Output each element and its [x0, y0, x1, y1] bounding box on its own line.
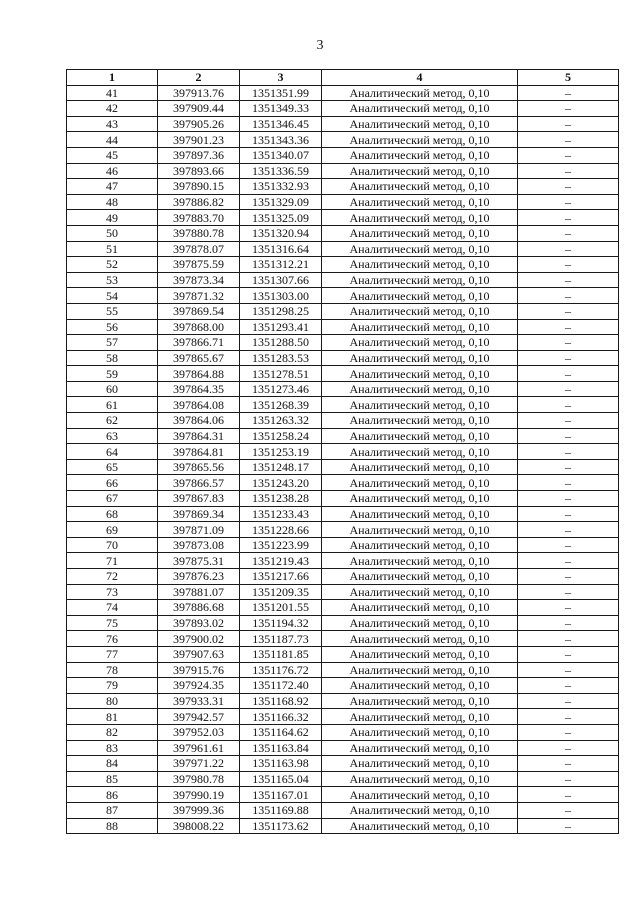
cell-point-number: 48	[67, 194, 158, 210]
table-row	[67, 132, 619, 148]
cell-x: 397933.31	[158, 693, 240, 709]
cell-y: 1351346.45	[240, 116, 322, 132]
table-row	[67, 818, 619, 834]
cell-note: –	[518, 818, 619, 834]
cell-y: 1351325.09	[240, 210, 322, 226]
cell-method: Аналитический метод, 0,10	[322, 491, 518, 507]
cell-point-number: 55	[67, 303, 158, 319]
table-row	[67, 615, 619, 631]
cell-y: 1351201.55	[240, 600, 322, 616]
cell-note: –	[518, 413, 619, 429]
cell-method: Аналитический метод, 0,10	[322, 553, 518, 569]
cell-note: –	[518, 475, 619, 491]
cell-method: Аналитический метод, 0,10	[322, 116, 518, 132]
cell-method: Аналитический метод, 0,10	[322, 584, 518, 600]
cell-note: –	[518, 522, 619, 538]
table-row	[67, 194, 619, 210]
cell-point-number: 83	[67, 740, 158, 756]
cell-x: 397897.36	[158, 147, 240, 163]
cell-point-number: 53	[67, 272, 158, 288]
cell-x: 397876.23	[158, 569, 240, 585]
table-row	[67, 553, 619, 569]
table-row	[67, 350, 619, 366]
table-row	[67, 225, 619, 241]
cell-point-number: 82	[67, 724, 158, 740]
cell-x: 397878.07	[158, 241, 240, 257]
table-row	[67, 85, 619, 101]
cell-note: –	[518, 584, 619, 600]
cell-point-number: 42	[67, 101, 158, 117]
cell-x: 397869.54	[158, 303, 240, 319]
cell-method: Аналитический метод, 0,10	[322, 740, 518, 756]
cell-y: 1351217.66	[240, 569, 322, 585]
table-row	[67, 210, 619, 226]
cell-note: –	[518, 631, 619, 647]
cell-note: –	[518, 132, 619, 148]
cell-note: –	[518, 756, 619, 772]
cell-y: 1351253.19	[240, 444, 322, 460]
cell-point-number: 44	[67, 132, 158, 148]
cell-point-number: 80	[67, 693, 158, 709]
cell-y: 1351166.32	[240, 709, 322, 725]
cell-y: 1351209.35	[240, 584, 322, 600]
cell-method: Аналитический метод, 0,10	[322, 693, 518, 709]
table-row	[67, 288, 619, 304]
cell-point-number: 51	[67, 241, 158, 257]
header-cell-x: 2	[158, 70, 240, 86]
cell-note: –	[518, 600, 619, 616]
table-row	[67, 709, 619, 725]
cell-y: 1351278.51	[240, 366, 322, 382]
cell-y: 1351163.98	[240, 756, 322, 772]
cell-point-number: 58	[67, 350, 158, 366]
header-row	[67, 70, 619, 86]
table-row	[67, 319, 619, 335]
cell-point-number: 74	[67, 600, 158, 616]
cell-x: 397886.82	[158, 194, 240, 210]
cell-method: Аналитический метод, 0,10	[322, 194, 518, 210]
cell-point-number: 71	[67, 553, 158, 569]
table-row	[67, 428, 619, 444]
cell-point-number: 76	[67, 631, 158, 647]
cell-y: 1351340.07	[240, 147, 322, 163]
cell-point-number: 87	[67, 802, 158, 818]
cell-method: Аналитический метод, 0,10	[322, 459, 518, 475]
cell-method: Аналитический метод, 0,10	[322, 522, 518, 538]
table-row	[67, 646, 619, 662]
cell-method: Аналитический метод, 0,10	[322, 802, 518, 818]
cell-note: –	[518, 194, 619, 210]
cell-y: 1351312.21	[240, 257, 322, 273]
cell-note: –	[518, 693, 619, 709]
table-row	[67, 724, 619, 740]
cell-method: Аналитический метод, 0,10	[322, 225, 518, 241]
table-row	[67, 397, 619, 413]
table-row	[67, 179, 619, 195]
cell-note: –	[518, 662, 619, 678]
cell-x: 397980.78	[158, 771, 240, 787]
header-cell-method: 4	[322, 70, 518, 86]
cell-note: –	[518, 397, 619, 413]
cell-x: 397871.09	[158, 522, 240, 538]
cell-y: 1351172.40	[240, 678, 322, 694]
cell-note: –	[518, 459, 619, 475]
cell-point-number: 67	[67, 491, 158, 507]
cell-method: Аналитический метод, 0,10	[322, 319, 518, 335]
table-row	[67, 569, 619, 585]
header-cell-point-number: 1	[67, 70, 158, 86]
cell-x: 397864.08	[158, 397, 240, 413]
cell-y: 1351293.41	[240, 319, 322, 335]
cell-point-number: 65	[67, 459, 158, 475]
cell-x: 397875.31	[158, 553, 240, 569]
cell-point-number: 59	[67, 366, 158, 382]
cell-x: 397869.34	[158, 506, 240, 522]
cell-method: Аналитический метод, 0,10	[322, 709, 518, 725]
cell-point-number: 56	[67, 319, 158, 335]
cell-y: 1351233.43	[240, 506, 322, 522]
cell-note: –	[518, 257, 619, 273]
cell-method: Аналитический метод, 0,10	[322, 163, 518, 179]
table-row	[67, 662, 619, 678]
table-row	[67, 459, 619, 475]
cell-method: Аналитический метод, 0,10	[322, 288, 518, 304]
cell-y: 1351248.17	[240, 459, 322, 475]
cell-y: 1351343.36	[240, 132, 322, 148]
cell-y: 1351163.84	[240, 740, 322, 756]
cell-point-number: 50	[67, 225, 158, 241]
cell-y: 1351258.24	[240, 428, 322, 444]
cell-y: 1351268.39	[240, 397, 322, 413]
cell-point-number: 77	[67, 646, 158, 662]
cell-y: 1351303.00	[240, 288, 322, 304]
cell-point-number: 86	[67, 787, 158, 803]
table-row	[67, 756, 619, 772]
cell-note: –	[518, 210, 619, 226]
cell-x: 397913.76	[158, 85, 240, 101]
page-number: 3	[316, 38, 324, 53]
header-cell-note: 5	[518, 70, 619, 86]
cell-point-number: 46	[67, 163, 158, 179]
cell-method: Аналитический метод, 0,10	[322, 756, 518, 772]
cell-method: Аналитический метод, 0,10	[322, 787, 518, 803]
cell-method: Аналитический метод, 0,10	[322, 210, 518, 226]
cell-method: Аналитический метод, 0,10	[322, 678, 518, 694]
cell-point-number: 68	[67, 506, 158, 522]
cell-note: –	[518, 272, 619, 288]
cell-x: 397893.66	[158, 163, 240, 179]
cell-y: 1351176.72	[240, 662, 322, 678]
cell-x: 397924.35	[158, 678, 240, 694]
cell-method: Аналитический метод, 0,10	[322, 818, 518, 834]
table-row	[67, 491, 619, 507]
cell-note: –	[518, 787, 619, 803]
cell-y: 1351307.66	[240, 272, 322, 288]
cell-note: –	[518, 303, 619, 319]
table-row	[67, 335, 619, 351]
cell-note: –	[518, 335, 619, 351]
cell-point-number: 45	[67, 147, 158, 163]
cell-x: 397873.34	[158, 272, 240, 288]
cell-point-number: 41	[67, 85, 158, 101]
cell-x: 397942.57	[158, 709, 240, 725]
cell-x: 397883.70	[158, 210, 240, 226]
cell-note: –	[518, 225, 619, 241]
coordinates-table	[66, 69, 619, 834]
cell-method: Аналитический метод, 0,10	[322, 631, 518, 647]
cell-y: 1351165.04	[240, 771, 322, 787]
table-row	[67, 802, 619, 818]
cell-x: 397864.88	[158, 366, 240, 382]
cell-y: 1351169.88	[240, 802, 322, 818]
cell-note: –	[518, 615, 619, 631]
cell-point-number: 81	[67, 709, 158, 725]
table-row	[67, 147, 619, 163]
cell-method: Аналитический метод, 0,10	[322, 241, 518, 257]
cell-x: 397871.32	[158, 288, 240, 304]
cell-y: 1351351.99	[240, 85, 322, 101]
cell-x: 397868.00	[158, 319, 240, 335]
table-row	[67, 101, 619, 117]
cell-x: 397865.67	[158, 350, 240, 366]
table-row	[67, 241, 619, 257]
cell-method: Аналитический метод, 0,10	[322, 615, 518, 631]
cell-y: 1351273.46	[240, 381, 322, 397]
cell-point-number: 57	[67, 335, 158, 351]
cell-note: –	[518, 319, 619, 335]
cell-note: –	[518, 366, 619, 382]
cell-y: 1351168.92	[240, 693, 322, 709]
table-row	[67, 475, 619, 491]
cell-note: –	[518, 506, 619, 522]
cell-point-number: 64	[67, 444, 158, 460]
cell-x: 397990.19	[158, 787, 240, 803]
cell-y: 1351243.20	[240, 475, 322, 491]
cell-x: 397905.26	[158, 116, 240, 132]
table-row	[67, 631, 619, 647]
table-row	[67, 584, 619, 600]
cell-note: –	[518, 116, 619, 132]
cell-note: –	[518, 101, 619, 117]
cell-note: –	[518, 163, 619, 179]
cell-x: 397890.15	[158, 179, 240, 195]
cell-y: 1351173.62	[240, 818, 322, 834]
table-row	[67, 381, 619, 397]
cell-x: 397901.23	[158, 132, 240, 148]
cell-x: 398008.22	[158, 818, 240, 834]
cell-point-number: 43	[67, 116, 158, 132]
cell-method: Аналитический метод, 0,10	[322, 303, 518, 319]
table-header	[67, 70, 619, 86]
cell-x: 397915.76	[158, 662, 240, 678]
cell-y: 1351283.53	[240, 350, 322, 366]
cell-note: –	[518, 802, 619, 818]
cell-point-number: 72	[67, 569, 158, 585]
cell-point-number: 70	[67, 537, 158, 553]
cell-method: Аналитический метод, 0,10	[322, 537, 518, 553]
cell-note: –	[518, 537, 619, 553]
cell-x: 397893.02	[158, 615, 240, 631]
table-row	[67, 116, 619, 132]
cell-point-number: 49	[67, 210, 158, 226]
cell-method: Аналитический метод, 0,10	[322, 85, 518, 101]
cell-method: Аналитический метод, 0,10	[322, 771, 518, 787]
cell-point-number: 88	[67, 818, 158, 834]
cell-method: Аналитический метод, 0,10	[322, 101, 518, 117]
cell-note: –	[518, 569, 619, 585]
cell-method: Аналитический метод, 0,10	[322, 381, 518, 397]
cell-x: 397864.31	[158, 428, 240, 444]
table-row	[67, 678, 619, 694]
cell-point-number: 79	[67, 678, 158, 694]
cell-method: Аналитический метод, 0,10	[322, 335, 518, 351]
table-body	[67, 85, 619, 834]
cell-y: 1351238.28	[240, 491, 322, 507]
table-row	[67, 303, 619, 319]
cell-x: 397971.22	[158, 756, 240, 772]
cell-method: Аналитический метод, 0,10	[322, 475, 518, 491]
cell-x: 397875.59	[158, 257, 240, 273]
cell-method: Аналитический метод, 0,10	[322, 132, 518, 148]
cell-point-number: 85	[67, 771, 158, 787]
table-row	[67, 537, 619, 553]
cell-method: Аналитический метод, 0,10	[322, 569, 518, 585]
cell-point-number: 61	[67, 397, 158, 413]
cell-y: 1351181.85	[240, 646, 322, 662]
cell-method: Аналитический метод, 0,10	[322, 600, 518, 616]
header-cell-y: 3	[240, 70, 322, 86]
cell-x: 397864.06	[158, 413, 240, 429]
cell-point-number: 73	[67, 584, 158, 600]
table-row	[67, 444, 619, 460]
cell-method: Аналитический метод, 0,10	[322, 506, 518, 522]
cell-point-number: 84	[67, 756, 158, 772]
table-row	[67, 506, 619, 522]
cell-x: 397867.83	[158, 491, 240, 507]
cell-y: 1351194.32	[240, 615, 322, 631]
table-row	[67, 787, 619, 803]
table-row	[67, 163, 619, 179]
cell-method: Аналитический метод, 0,10	[322, 179, 518, 195]
table-row	[67, 272, 619, 288]
cell-point-number: 52	[67, 257, 158, 273]
cell-method: Аналитический метод, 0,10	[322, 428, 518, 444]
cell-note: –	[518, 179, 619, 195]
cell-x: 397909.44	[158, 101, 240, 117]
cell-x: 397865.56	[158, 459, 240, 475]
cell-point-number: 63	[67, 428, 158, 444]
cell-y: 1351316.64	[240, 241, 322, 257]
cell-point-number: 47	[67, 179, 158, 195]
cell-note: –	[518, 381, 619, 397]
cell-y: 1351329.09	[240, 194, 322, 210]
cell-x: 397999.36	[158, 802, 240, 818]
cell-point-number: 66	[67, 475, 158, 491]
cell-point-number: 60	[67, 381, 158, 397]
cell-y: 1351320.94	[240, 225, 322, 241]
cell-y: 1351332.93	[240, 179, 322, 195]
cell-x: 397952.03	[158, 724, 240, 740]
cell-y: 1351263.32	[240, 413, 322, 429]
cell-method: Аналитический метод, 0,10	[322, 413, 518, 429]
cell-x: 397873.08	[158, 537, 240, 553]
cell-method: Аналитический метод, 0,10	[322, 444, 518, 460]
cell-note: –	[518, 147, 619, 163]
cell-y: 1351167.01	[240, 787, 322, 803]
cell-note: –	[518, 553, 619, 569]
cell-point-number: 75	[67, 615, 158, 631]
cell-method: Аналитический метод, 0,10	[322, 147, 518, 163]
cell-note: –	[518, 428, 619, 444]
cell-note: –	[518, 350, 619, 366]
cell-note: –	[518, 709, 619, 725]
table-row	[67, 257, 619, 273]
cell-y: 1351164.62	[240, 724, 322, 740]
cell-point-number: 62	[67, 413, 158, 429]
cell-note: –	[518, 491, 619, 507]
cell-x: 397886.68	[158, 600, 240, 616]
table-row	[67, 366, 619, 382]
cell-note: –	[518, 241, 619, 257]
cell-method: Аналитический метод, 0,10	[322, 350, 518, 366]
cell-x: 397961.61	[158, 740, 240, 756]
cell-method: Аналитический метод, 0,10	[322, 397, 518, 413]
cell-note: –	[518, 724, 619, 740]
cell-y: 1351336.59	[240, 163, 322, 179]
cell-note: –	[518, 444, 619, 460]
table-row	[67, 693, 619, 709]
cell-x: 397864.35	[158, 381, 240, 397]
cell-note: –	[518, 740, 619, 756]
cell-point-number: 69	[67, 522, 158, 538]
cell-method: Аналитический метод, 0,10	[322, 724, 518, 740]
cell-x: 397900.02	[158, 631, 240, 647]
cell-x: 397880.78	[158, 225, 240, 241]
cell-note: –	[518, 85, 619, 101]
cell-y: 1351228.66	[240, 522, 322, 538]
cell-note: –	[518, 646, 619, 662]
table-row	[67, 740, 619, 756]
cell-x: 397881.07	[158, 584, 240, 600]
cell-y: 1351288.50	[240, 335, 322, 351]
cell-x: 397907.63	[158, 646, 240, 662]
cell-note: –	[518, 288, 619, 304]
table-row	[67, 522, 619, 538]
cell-x: 397866.57	[158, 475, 240, 491]
cell-method: Аналитический метод, 0,10	[322, 257, 518, 273]
cell-y: 1351223.99	[240, 537, 322, 553]
cell-point-number: 54	[67, 288, 158, 304]
cell-x: 397866.71	[158, 335, 240, 351]
cell-y: 1351298.25	[240, 303, 322, 319]
cell-point-number: 78	[67, 662, 158, 678]
cell-y: 1351187.73	[240, 631, 322, 647]
cell-note: –	[518, 678, 619, 694]
table-row	[67, 600, 619, 616]
table-row	[67, 771, 619, 787]
cell-method: Аналитический метод, 0,10	[322, 366, 518, 382]
cell-note: –	[518, 771, 619, 787]
cell-method: Аналитический метод, 0,10	[322, 646, 518, 662]
cell-x: 397864.81	[158, 444, 240, 460]
table-row	[67, 413, 619, 429]
cell-method: Аналитический метод, 0,10	[322, 272, 518, 288]
cell-y: 1351219.43	[240, 553, 322, 569]
cell-y: 1351349.33	[240, 101, 322, 117]
cell-method: Аналитический метод, 0,10	[322, 662, 518, 678]
